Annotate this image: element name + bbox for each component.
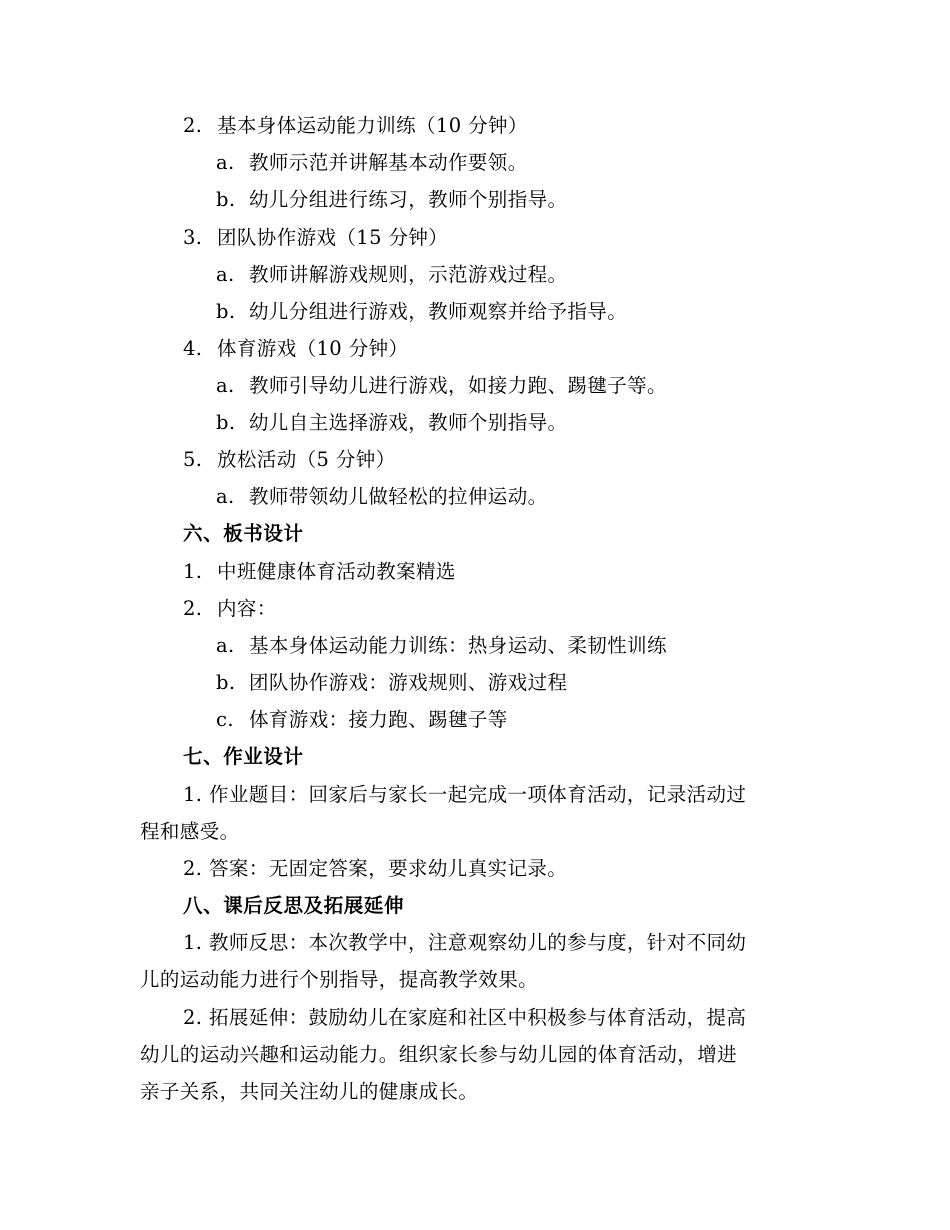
list-text: 中班健康体育活动教案精选 [217,560,456,583]
list-text: 内容： [217,597,277,620]
list-letter: b. [216,671,236,694]
paragraph-line: 1. 作业题目：回家后与家长一起完成一项体育活动，记录活动过 [183,783,747,806]
list-number: 2. [183,114,203,137]
section-heading: 七、作业设计 [183,745,304,768]
list-item [216,300,627,324]
list-text: 体育游戏（10 分钟） [217,337,409,360]
paragraph-line: 亲子关系，共同关注幼儿的健康成长。 [140,1080,479,1103]
list-item [216,411,567,435]
list-text: 基本身体运动能力训练（10 分钟） [217,114,528,137]
list-number: 2. [183,597,203,620]
list-text: 教师引导幼儿进行游戏，如接力跑、踢毽子等。 [249,374,667,397]
list-text: 教师示范并讲解基本动作要领。 [249,151,528,174]
list-text: 体育游戏：接力跑、踢毽子等 [249,708,508,731]
list-item [183,114,528,138]
list-number: 4. [183,337,203,360]
paragraph-line: 2. 答案：无固定答案，要求幼儿真实记录。 [183,857,568,880]
paragraph-line: 2. 拓展延伸：鼓励幼儿在家庭和社区中积极参与体育活动，提高 [183,1006,747,1029]
list-item [183,226,448,250]
list-item [216,634,667,658]
list-text: 团队协作游戏（15 分钟） [217,226,449,249]
list-letter: a. [216,634,235,657]
list-number: 3. [183,226,203,249]
list-item [183,597,277,621]
list-text: 团队协作游戏：游戏规则、游戏过程 [249,671,568,694]
list-item [216,188,567,212]
list-item [216,151,528,175]
list-item [216,374,667,398]
list-item [216,671,567,695]
paragraph-line: 幼儿的运动兴趣和运动能力。组织家长参与幼儿园的体育活动，增进 [140,1043,738,1066]
list-text: 基本身体运动能力训练：热身运动、柔韧性训练 [249,634,667,657]
paragraph-line: 1. 教师反思：本次教学中，注意观察幼儿的参与度，针对不同幼 [183,931,747,954]
list-letter: a. [216,485,235,508]
list-text: 幼儿分组进行练习，教师个别指导。 [249,188,568,211]
paragraph-line: 程和感受。 [140,820,240,843]
section-heading: 八、课后反思及拓展延伸 [183,894,405,917]
list-text: 教师带领幼儿做轻松的拉伸运动。 [249,485,548,508]
list-number: 1. [183,560,203,583]
list-item [183,337,408,361]
list-letter: b. [216,300,236,323]
list-letter: a. [216,374,235,397]
list-text: 幼儿自主选择游戏，教师个别指导。 [249,411,568,434]
section-heading: 六、板书设计 [183,522,304,545]
list-text: 教师讲解游戏规则，示范游戏过程。 [249,263,568,286]
list-letter: a. [216,263,235,286]
list-letter: b. [216,411,236,434]
list-item [183,560,456,584]
list-text: 幼儿分组进行游戏，教师观察并给予指导。 [249,300,628,323]
list-item [216,485,548,509]
list-number: 5. [183,448,203,471]
list-letter: b. [216,188,236,211]
list-item [183,448,396,472]
paragraph-line: 儿的运动能力进行个别指导，提高教学效果。 [140,968,539,991]
list-text: 放松活动（5 分钟） [217,448,396,471]
list-item [216,263,567,287]
list-letter: c. [216,708,234,731]
list-letter: a. [216,151,235,174]
list-item [216,708,508,732]
